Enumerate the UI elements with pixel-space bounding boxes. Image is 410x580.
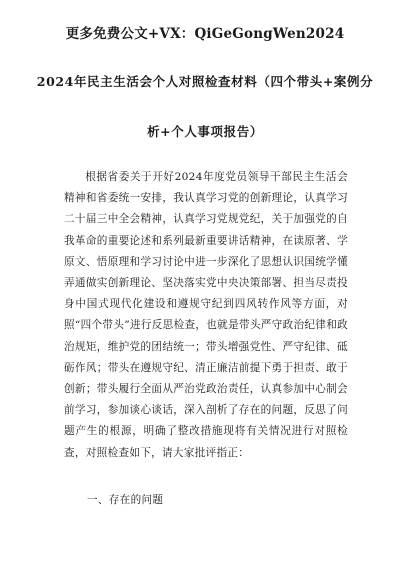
promo-header: 更多免费公文+VX：QiGeGongWen2024 <box>65 26 345 42</box>
section-heading: 一、存在的问题 <box>87 494 164 506</box>
body-paragraph: 根据省委关于开好2024年度党员领导干部民主生活会精神和省委统一安排，我认真学习党的创新理论，认真学习二十届三中全会精神，认真学习党规党纪，关于加强党的自我革命的重要论述和系列最新重要讲话精神，在读原著、学原文、悟原理和学习讨论中进一步深化了思想认识国统学懂弄通做实创新理论、坚决落实党中央决策部署、担当尽责投身中国式现代化建设和遵规守纪到四风转作风等方面，对照“四个带头”进行反思检查，也就是带头严守政治纪律和政治规矩，维护党的团结统一；带头增强党性、严守纪律、砥砺作风；带头在遵规守纪、清正廉洁前提下勇于担责、敢于创新；带头履行全面从严治党政治责任，认真参加中心制会前学习，参加谈心谈话，深入剖析了存在的问题，反思了问题产生的根源，明确了整改措施现将有关情况进行对照检查，对照检查如下，请大家批评指正： <box>64 171 348 459</box>
document-title-line-1: 2024年民主生活会个人对照检查材料（四个带头+案例分 <box>36 74 374 89</box>
document-title-line-2: 析+个人事项报告） <box>147 124 263 139</box>
